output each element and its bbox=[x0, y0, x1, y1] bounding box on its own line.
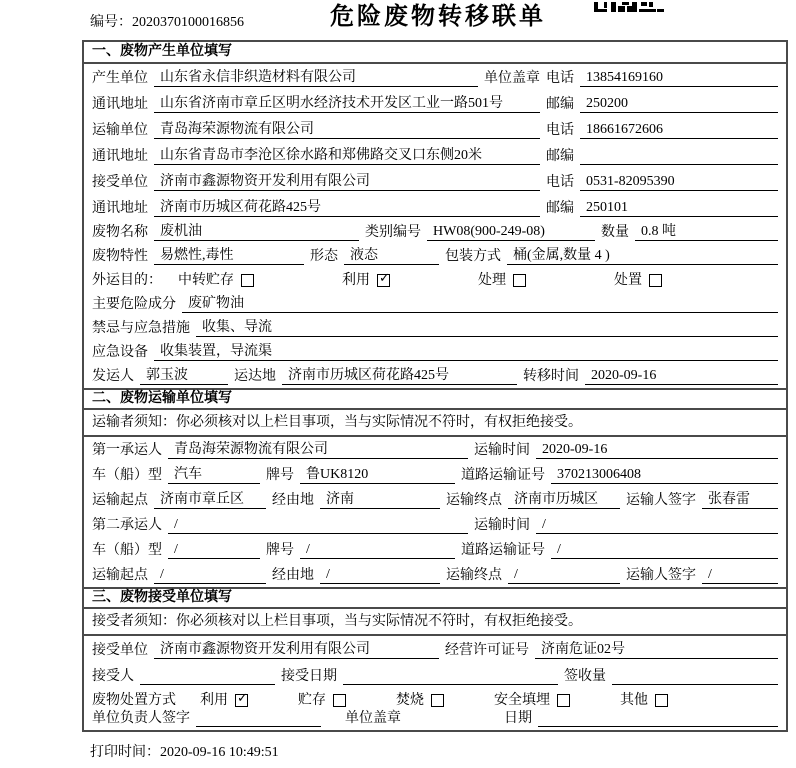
receiver-right bbox=[546, 173, 778, 192]
waste-property-label: 废物特性 bbox=[92, 248, 148, 264]
route-start-label: 运输起点 bbox=[92, 492, 148, 508]
route-start-label: 运输起点 bbox=[92, 567, 148, 583]
receiver-label: 接受单位 bbox=[92, 174, 148, 190]
acceptor-label: 接受人 bbox=[92, 668, 134, 684]
option-label: 中转贮存 bbox=[178, 272, 234, 288]
option-label: 焚烧 bbox=[396, 692, 424, 708]
receiver-address-field: 济南市历城区荷花路425号 bbox=[154, 199, 540, 218]
vehicle-type-field: 汽车 bbox=[168, 466, 260, 485]
vehicle1-row bbox=[84, 462, 786, 487]
zip-label: 邮编 bbox=[546, 148, 574, 164]
checkbox-transfer-storage[interactable] bbox=[241, 274, 254, 287]
responsible-signature-field bbox=[196, 710, 321, 727]
zip-label: 邮编 bbox=[546, 200, 574, 216]
plate-field: 鲁UK8120 bbox=[300, 466, 455, 485]
section2-header: 二、废物运输单位填写 bbox=[84, 388, 786, 410]
waste-name-field: 废机油 bbox=[154, 223, 359, 242]
hazard-components-label: 主要危险成分 bbox=[92, 296, 176, 312]
acceptor-row bbox=[84, 662, 786, 688]
hazard-components-row bbox=[84, 292, 786, 316]
quantity-label: 数量 bbox=[601, 224, 629, 240]
vehicle-type-label: 车（船）型 bbox=[92, 467, 162, 483]
route-end2-field: / bbox=[508, 566, 620, 585]
producer-zip-field: 250200 bbox=[580, 95, 778, 114]
transporter-address-row bbox=[84, 142, 786, 168]
unit-seal-label: 单位盖章 bbox=[345, 710, 401, 726]
transfer-purpose-row bbox=[84, 268, 786, 292]
address-label: 通讯地址 bbox=[92, 148, 148, 164]
producer-row bbox=[84, 64, 786, 90]
taboo-measures-field: 收集、导流 bbox=[196, 319, 778, 338]
address-label: 通讯地址 bbox=[92, 200, 148, 216]
section3-notice: 接受者须知：你必须核对以上栏目事项，当与实际情况不符时，有权拒绝接受。 bbox=[84, 609, 786, 636]
checkmark: ✓ bbox=[379, 269, 390, 285]
route-via-field: 济南 bbox=[320, 491, 440, 510]
transporter-zip-field bbox=[580, 148, 778, 165]
option-label: 处置 bbox=[614, 272, 642, 288]
route-end-label: 运输终点 bbox=[446, 567, 502, 583]
hazard-components-field: 废矿物油 bbox=[182, 295, 778, 314]
acceptor-field bbox=[140, 668, 275, 685]
option-label: 其他 bbox=[620, 692, 648, 708]
emergency-equipment-label: 应急设备 bbox=[92, 344, 148, 360]
purpose-option-utilize bbox=[342, 269, 390, 290]
responsible-signature-row bbox=[84, 712, 786, 730]
business-license-label: 经营许可证号 bbox=[445, 642, 529, 658]
route-via2-field: / bbox=[320, 566, 440, 585]
emergency-equipment-row bbox=[84, 340, 786, 364]
category-code-field: HW08(900-249-08) bbox=[427, 223, 595, 242]
receiver-phone-field: 0531-82095390 bbox=[580, 173, 778, 192]
receiver-row bbox=[84, 168, 786, 194]
receiver-address-row bbox=[84, 194, 786, 220]
transporter-value-field: 青岛海荣源物流有限公司 bbox=[154, 121, 540, 140]
route-end-field: 济南市历城区 bbox=[508, 491, 620, 510]
route-via-label: 经由地 bbox=[272, 567, 314, 583]
transporter-right bbox=[546, 121, 778, 140]
disposal-option-other bbox=[620, 692, 668, 710]
receiver-address-left bbox=[92, 199, 540, 218]
transporter-address-right bbox=[546, 148, 778, 166]
producer-address-left bbox=[92, 95, 540, 114]
transport-time-label: 运输时间 bbox=[474, 517, 530, 533]
transport-time-label: 运输时间 bbox=[474, 442, 530, 458]
print-time-value: 2020-09-16 10:49:51 bbox=[160, 745, 279, 760]
road-permit-field: 370213006408 bbox=[551, 466, 778, 485]
print-time-line bbox=[90, 744, 279, 762]
checkbox-dispose[interactable] bbox=[649, 274, 662, 287]
checkbox-utilize[interactable] bbox=[235, 689, 248, 707]
quantity-field: 0.8 吨 bbox=[635, 223, 778, 242]
business-license-field: 济南危证02号 bbox=[535, 641, 778, 660]
plate2-field: / bbox=[300, 541, 455, 560]
option-label: 安全填埋 bbox=[494, 692, 550, 708]
producer-value-field: 山东省永信非织造材料有限公司 bbox=[154, 69, 478, 88]
route2-row bbox=[84, 562, 786, 587]
receiver-address-right bbox=[546, 199, 778, 218]
phone-label: 电话 bbox=[546, 70, 574, 86]
carrier1-label: 第一承运人 bbox=[92, 442, 162, 458]
unit-seal-label: 单位盖章 bbox=[484, 70, 540, 86]
checkbox-utilize[interactable] bbox=[377, 269, 390, 287]
transport-time-field: 2020-09-16 bbox=[536, 441, 778, 460]
section2-notice: 运输者须知：你必须核对以上栏目事项，当与实际情况不符时，有权拒绝接受。 bbox=[84, 410, 786, 437]
form-field: 液态 bbox=[344, 247, 439, 266]
transporter-address-field: 山东省青岛市李沧区徐水路和郑佛路交叉口东侧20米 bbox=[154, 147, 540, 166]
carrier2-row bbox=[84, 512, 786, 537]
producer-phone-field: 13854169160 bbox=[580, 69, 778, 88]
producer-left bbox=[92, 69, 540, 88]
carrier1-field: 青岛海荣源物流有限公司 bbox=[168, 441, 468, 460]
accept-date-label: 接受日期 bbox=[281, 668, 337, 684]
transfer-time-label: 转移时间 bbox=[523, 368, 579, 384]
road-permit-label: 道路运输证号 bbox=[461, 467, 545, 483]
received-quantity-label: 签收量 bbox=[564, 668, 606, 684]
sign-date-field bbox=[538, 710, 778, 727]
route-end-label: 运输终点 bbox=[446, 492, 502, 508]
plate-label: 牌号 bbox=[266, 542, 294, 558]
emergency-equipment-field: 收集装置，导流渠 bbox=[154, 343, 778, 362]
plate-label: 牌号 bbox=[266, 467, 294, 483]
option-label: 处理 bbox=[478, 272, 506, 288]
responsible-signature-label: 单位负责人签字 bbox=[92, 710, 190, 726]
disposal-option-landfill bbox=[494, 692, 570, 710]
packing-field: 桶(金属,数量 4 ) bbox=[507, 247, 778, 266]
vehicle2-row bbox=[84, 537, 786, 562]
checkmark: ✓ bbox=[237, 689, 248, 705]
checkbox-store[interactable] bbox=[333, 694, 346, 707]
transport-time2-field: / bbox=[536, 516, 778, 535]
checkbox-treat[interactable] bbox=[513, 274, 526, 287]
carrier-signature-label: 运输人签字 bbox=[626, 567, 696, 583]
receiver-left bbox=[92, 173, 540, 192]
phone-label: 电话 bbox=[546, 122, 574, 138]
route-start2-field: / bbox=[154, 566, 266, 585]
category-code-label: 类别编号 bbox=[365, 224, 421, 240]
serial-label: 编号： bbox=[90, 15, 132, 30]
road-permit-label: 道路运输证号 bbox=[461, 542, 545, 558]
accepting-unit-field: 济南市鑫源物资开发利用有限公司 bbox=[154, 641, 439, 660]
option-label: 利用 bbox=[200, 692, 228, 708]
producer-right bbox=[546, 69, 778, 88]
zip-label: 邮编 bbox=[546, 96, 574, 112]
transporter-left bbox=[92, 121, 540, 140]
route-via-label: 经由地 bbox=[272, 492, 314, 508]
carrier2-field: / bbox=[168, 516, 468, 535]
route1-row bbox=[84, 487, 786, 512]
purpose-option-transfer-storage bbox=[178, 272, 254, 290]
option-label: 贮存 bbox=[298, 692, 326, 708]
disposal-method-row bbox=[84, 688, 786, 712]
taboo-measures-label: 禁忌与应急措施 bbox=[92, 320, 190, 336]
checkbox-other[interactable] bbox=[655, 694, 668, 707]
vehicle-type-label: 车（船）型 bbox=[92, 542, 162, 558]
transfer-time-field: 2020-09-16 bbox=[585, 367, 778, 386]
dispatcher-field: 郭玉波 bbox=[140, 367, 228, 386]
purpose-option-treat bbox=[478, 272, 526, 290]
road-permit2-field: / bbox=[551, 541, 778, 560]
page-title: 危险废物转移联单 bbox=[330, 4, 546, 30]
manifest-form-table bbox=[82, 40, 788, 732]
producer-address-field: 山东省济南市章丘区明水经济技术开发区工业一路501号 bbox=[154, 95, 540, 114]
destination-field: 济南市历城区荷花路425号 bbox=[282, 367, 517, 386]
waste-property-row bbox=[84, 244, 786, 268]
qr-code-icon bbox=[594, 0, 664, 10]
dispatch-row bbox=[84, 364, 786, 388]
receiver-value-field: 济南市鑫源物资开发利用有限公司 bbox=[154, 173, 540, 192]
disposal-option-incinerate bbox=[396, 692, 444, 710]
producer-label: 产生单位 bbox=[92, 70, 148, 86]
taboo-measures-row bbox=[84, 316, 786, 340]
phone-label: 电话 bbox=[546, 174, 574, 190]
received-quantity-field bbox=[612, 668, 778, 685]
disposal-option-utilize bbox=[200, 689, 248, 710]
carrier2-label: 第二承运人 bbox=[92, 517, 162, 533]
transporter-row bbox=[84, 116, 786, 142]
waste-name-row bbox=[84, 220, 786, 244]
accepting-unit-row bbox=[84, 636, 786, 662]
producer-address-right bbox=[546, 95, 778, 114]
transfer-purpose-label: 外运目的： bbox=[92, 272, 162, 288]
accept-date-field bbox=[343, 668, 558, 685]
packing-label: 包装方式 bbox=[445, 248, 501, 264]
route-start-field: 济南市章丘区 bbox=[154, 491, 266, 510]
carrier1-row bbox=[84, 437, 786, 462]
transporter-phone-field: 18661672606 bbox=[580, 121, 778, 140]
checkbox-incinerate[interactable] bbox=[431, 694, 444, 707]
waste-name-label: 废物名称 bbox=[92, 224, 148, 240]
serial-number: 2020370100016856 bbox=[132, 15, 244, 30]
form-label: 形态 bbox=[310, 248, 338, 264]
address-label: 通讯地址 bbox=[92, 96, 148, 112]
receiver-zip-field: 250101 bbox=[580, 199, 778, 218]
producer-address-row bbox=[84, 90, 786, 116]
waste-property-field: 易燃性,毒性 bbox=[154, 247, 304, 266]
section1-header: 一、废物产生单位填写 bbox=[84, 42, 786, 64]
accepting-unit-label: 接受单位 bbox=[92, 642, 148, 658]
section3-header: 三、废物接受单位填写 bbox=[84, 587, 786, 609]
dispatcher-label: 发运人 bbox=[92, 368, 134, 384]
purpose-option-dispose bbox=[614, 272, 662, 290]
disposal-option-store bbox=[298, 692, 346, 710]
sign-date-label: 日期 bbox=[504, 710, 532, 726]
checkbox-landfill[interactable] bbox=[557, 694, 570, 707]
disposal-method-label: 废物处置方式 bbox=[92, 692, 176, 708]
destination-label: 运达地 bbox=[234, 368, 276, 384]
transporter-label: 运输单位 bbox=[92, 122, 148, 138]
transporter-address-left bbox=[92, 147, 540, 166]
print-time-label: 打印时间： bbox=[90, 745, 160, 760]
carrier-signature2-field: / bbox=[702, 566, 778, 585]
carrier-signature-field: 张春雷 bbox=[702, 491, 778, 510]
carrier-signature-label: 运输人签字 bbox=[626, 492, 696, 508]
vehicle-type2-field: / bbox=[168, 541, 260, 560]
option-label: 利用 bbox=[342, 272, 370, 288]
